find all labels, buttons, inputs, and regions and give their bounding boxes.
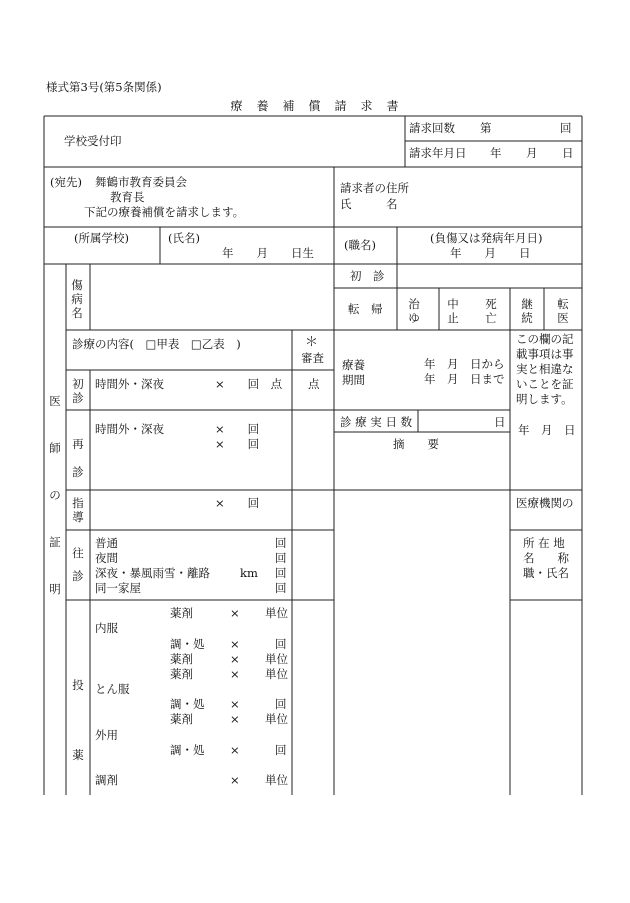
med-prep-2: 調・処 (170, 697, 205, 711)
outcome-continue: 継続 (521, 297, 533, 325)
house-call-latenight: 深夜・暴風雨雪・離路 (95, 566, 210, 580)
job-label: (職名) (344, 238, 376, 252)
name-label: (氏名) (168, 231, 200, 245)
med-unit-5: 単位 (265, 773, 288, 787)
guidance-label: 指導 (72, 496, 84, 524)
house-call-kai-4: 回 (275, 581, 287, 595)
revisit-times-1: × 回 (215, 422, 260, 436)
request-count-dai: 第 (480, 121, 492, 135)
outcome-died: 死亡 (485, 297, 497, 325)
review-label: 審査 (301, 351, 324, 365)
med-x-8: × (230, 773, 240, 787)
outcome-cured: 治ゆ (408, 297, 420, 325)
first-visit-label: 初 診 (350, 269, 385, 283)
first-visit-times: × 回 点 (215, 377, 283, 391)
med-prep-1: 調・処 (170, 637, 205, 651)
med-x-2: × (230, 637, 240, 651)
period-from: 年 月 日から (424, 357, 505, 371)
house-call-normal: 普通 (95, 536, 118, 550)
addressee-title: 教育長 (110, 190, 145, 204)
outcome-stopped: 中止 (447, 297, 459, 325)
form-id: 様式第3号(第5条関係) (46, 80, 162, 94)
request-date-day: 日 (562, 146, 574, 160)
med-tonpuku: とん服 (95, 682, 130, 696)
request-date-month: 月 (526, 146, 538, 160)
institution-person: 職・氏名 (523, 566, 569, 580)
summary-label: 摘 要 (393, 437, 439, 451)
addressee-org: 舞鶴市教育委員会 (95, 175, 187, 189)
med-unit-3: 単位 (265, 667, 288, 681)
guidance-times: × 回 (215, 496, 260, 510)
treatment-period-label: 療養期間 (342, 358, 365, 387)
first-visit-overtime: 時間外・深夜 (95, 377, 164, 391)
med-x-3: × (230, 652, 240, 666)
house-call-same-house: 同一家屋 (95, 581, 141, 595)
med-kai-3: 回 (275, 743, 287, 757)
med-x-6: × (230, 712, 240, 726)
revisit-label: 再診 (72, 437, 84, 479)
house-call-kai-2: 回 (275, 551, 287, 565)
certify-text: この欄の記載事項は事実と相違ないことを証明します。 (516, 332, 574, 406)
school-stamp-label: 学校受付印 (64, 134, 122, 148)
treatment-content-label: 診療の内容( □甲表 □乙表 ) (72, 337, 241, 351)
institution-name: 名 称 (523, 551, 569, 565)
med-unit-2: 単位 (265, 652, 288, 666)
med-x-1: × (230, 606, 240, 620)
school-label: (所属学校) (74, 231, 129, 245)
med-external: 外用 (95, 728, 118, 742)
med-kai-2: 回 (275, 697, 287, 711)
applicant-address-label: 請求者の住所 (340, 181, 409, 195)
med-dispensing: 調剤 (95, 773, 118, 787)
treatment-days-unit: 日 (494, 415, 506, 429)
injury-date-ymd: 年 月 日 (450, 246, 531, 260)
cert-date: 年 月 日 (518, 423, 576, 437)
med-drug-1: 薬剤 (170, 606, 193, 620)
revisit-times-2: × 回 (215, 437, 260, 451)
form-title: 療 養 補 償 請 求 書 (230, 99, 400, 113)
med-unit-1: 単位 (265, 606, 288, 620)
house-call-km: km (240, 566, 258, 580)
house-call-label: 往診 (72, 546, 84, 583)
med-unit-4: 単位 (265, 712, 288, 726)
revisit-overtime: 時間外・深夜 (95, 422, 164, 436)
med-x-5: × (230, 697, 240, 711)
house-call-night: 夜間 (95, 551, 118, 565)
period-to: 年 月 日まで (424, 372, 505, 386)
med-kai-1: 回 (275, 637, 287, 651)
outcome-label: 転 帰 (348, 302, 383, 316)
med-drug-4: 薬剤 (170, 712, 193, 726)
med-x-7: × (230, 743, 240, 757)
request-count-label: 請求回数 (409, 121, 455, 135)
house-call-kai-1: 回 (275, 536, 287, 550)
request-sentence: 下記の療養補償を請求します。 (84, 205, 245, 219)
wound-name-label: 傷病名 (71, 278, 83, 320)
request-date-year: 年 (490, 146, 502, 160)
medical-institution-label: 医療機関の (516, 496, 574, 510)
med-internal: 内服 (95, 621, 118, 635)
first-visit-points: 点 (308, 377, 320, 391)
med-x-4: × (230, 667, 240, 681)
med-drug-3: 薬剤 (170, 667, 193, 681)
review-star: ＊ (305, 335, 319, 350)
addressee-prefix: (宛先) (50, 175, 82, 189)
request-date-label: 請求年月日 (409, 146, 467, 160)
outcome-transfer: 転医 (557, 297, 569, 325)
first-visit-short: 初診 (72, 377, 84, 405)
doctor-cert-label: 医師の証明 (49, 394, 61, 596)
med-prep-3: 調・処 (170, 743, 205, 757)
request-count-kai: 回 (560, 121, 572, 135)
house-call-kai-3: 回 (275, 566, 287, 580)
medication-label: 投薬 (72, 678, 84, 762)
treatment-days-label: 診 療 実 日 数 (340, 415, 413, 429)
institution-address: 所 在 地 (523, 536, 565, 550)
birth-date: 年 月 日生 (222, 246, 314, 260)
med-drug-2: 薬剤 (170, 652, 193, 666)
applicant-name-label: 氏 名 (340, 197, 398, 211)
injury-date-label: (負傷又は発病年月日) (430, 231, 543, 245)
